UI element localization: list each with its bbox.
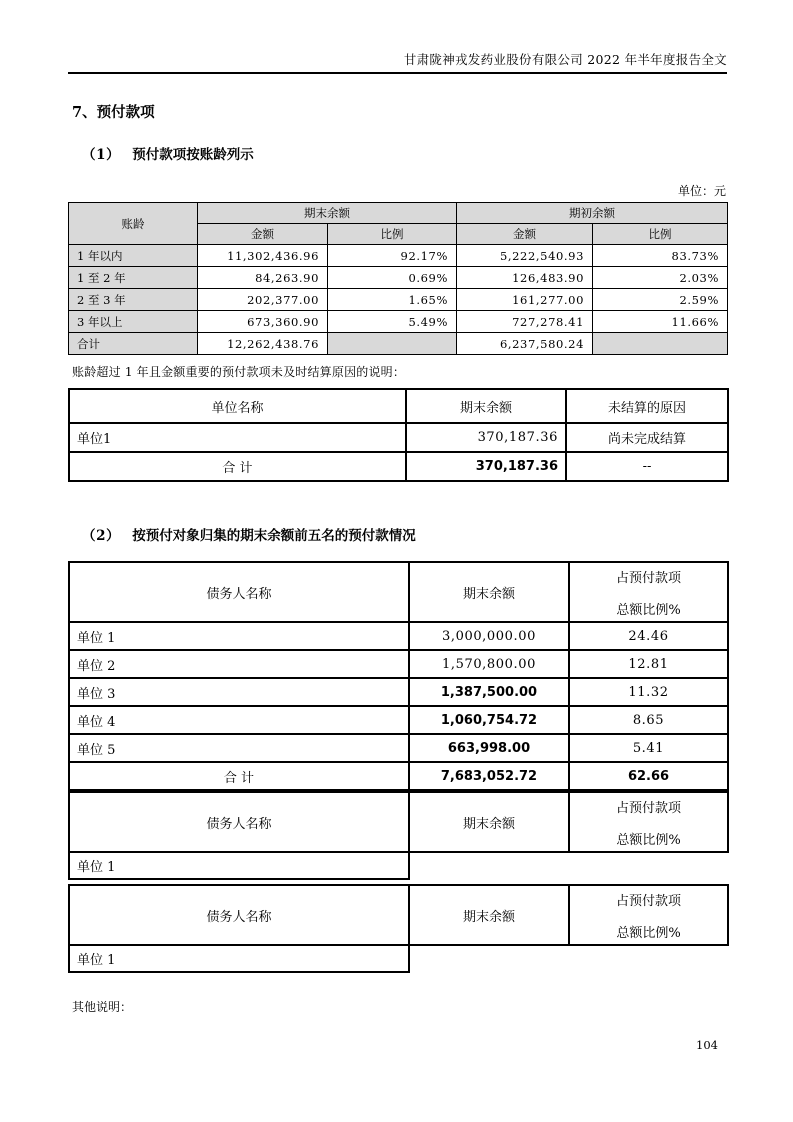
top5-row xyxy=(69,650,728,678)
empty-block-header-row xyxy=(69,792,728,852)
cell-end-ratio: 1.65% xyxy=(328,289,457,311)
aging-header-row-1 xyxy=(69,203,728,224)
top5-col-amount: 期末余额 xyxy=(409,562,569,622)
cell-beg-ratio: 83.73% xyxy=(593,245,728,267)
top5-row xyxy=(69,678,728,706)
top5-table xyxy=(68,561,729,791)
cell-ratio-empty xyxy=(569,945,728,972)
cell-amount: 663,998.00 xyxy=(409,734,569,762)
cell-unit-name: 单位1 xyxy=(69,423,406,452)
top5-col-ratio-line1: 占预付款项 xyxy=(615,893,681,909)
cell-amount: 3,000,000.00 xyxy=(409,622,569,650)
unsettled-total-row xyxy=(69,452,728,481)
section-7-title: 7、预付款项 xyxy=(72,104,155,121)
cell-total-label: 合 计 xyxy=(69,452,406,481)
top5-col-ratio xyxy=(569,885,728,945)
cell-debtor: 单位 5 xyxy=(69,734,409,762)
aging-row xyxy=(69,289,728,311)
cell-beg-amount: 5,222,540.93 xyxy=(457,245,593,267)
top5-col-ratio xyxy=(569,792,728,852)
empty-block-header-row xyxy=(69,885,728,945)
aging-col-beg-amount: 金额 xyxy=(457,224,593,245)
top5-col-ratio-line1: 占预付款项 xyxy=(615,800,681,816)
cell-amount: 1,570,800.00 xyxy=(409,650,569,678)
aging-table xyxy=(68,202,728,355)
cell-reason: 尚未完成结算 xyxy=(566,423,728,452)
top5-col-amount: 期末余额 xyxy=(409,885,569,945)
cell-total-beg-ratio-empty xyxy=(593,333,728,355)
top5-total-row xyxy=(69,762,728,790)
aging-col-end-amount: 金额 xyxy=(198,224,328,245)
cell-age: 1 年以内 xyxy=(69,245,198,267)
cell-age: 3 年以上 xyxy=(69,311,198,333)
unsettled-header-row xyxy=(69,389,728,423)
cell-total-end-ratio-empty xyxy=(328,333,457,355)
document-header-title: 甘肃陇神戎发药业股份有限公司 2022 年半年度报告全文 xyxy=(403,52,727,67)
top5-col-ratio-line2: 总额比例% xyxy=(616,602,681,618)
cell-beg-ratio: 2.03% xyxy=(593,267,728,289)
cell-end-amount: 673,360.90 xyxy=(198,311,328,333)
cell-debtor: 单位 4 xyxy=(69,706,409,734)
cell-debtor: 单位 1 xyxy=(69,945,409,972)
top5-col-ratio-line2: 总额比例% xyxy=(616,925,681,941)
top5-col-debtor: 债务人名称 xyxy=(69,792,409,852)
cell-total-amount: 370,187.36 xyxy=(406,452,566,481)
unsettled-col-amount: 期末余额 xyxy=(406,389,566,423)
cell-amount-empty xyxy=(409,852,569,879)
cell-total-end-amount: 12,262,438.76 xyxy=(198,333,328,355)
cell-amount: 1,387,500.00 xyxy=(409,678,569,706)
cell-ratio: 12.81 xyxy=(569,650,728,678)
cell-age: 1 至 2 年 xyxy=(69,267,198,289)
cell-ratio: 5.41 xyxy=(569,734,728,762)
top5-col-debtor: 债务人名称 xyxy=(69,562,409,622)
unsettled-table xyxy=(68,388,729,482)
top5-col-amount: 期末余额 xyxy=(409,792,569,852)
empty-top5-block-2 xyxy=(68,884,729,973)
cell-amount-empty xyxy=(409,945,569,972)
cell-debtor: 单位 1 xyxy=(69,852,409,879)
top5-col-ratio xyxy=(569,562,728,622)
other-notes-label: 其他说明： xyxy=(72,1000,133,1014)
cell-beg-amount: 727,278.41 xyxy=(457,311,593,333)
page-number: 104 xyxy=(696,1038,718,1052)
subsection-1-heading xyxy=(82,143,727,163)
cell-amount: 370,187.36 xyxy=(406,423,566,452)
cell-end-amount: 202,377.00 xyxy=(198,289,328,311)
aging-col-ending: 期末余额 xyxy=(198,203,457,224)
subsection-2-number: （2） xyxy=(82,528,121,544)
top5-col-ratio-line2: 总额比例% xyxy=(616,832,681,848)
aging-row xyxy=(69,245,728,267)
top5-row xyxy=(69,706,728,734)
aging-col-beg-ratio: 比例 xyxy=(593,224,728,245)
cell-end-amount: 11,302,436.96 xyxy=(198,245,328,267)
cell-beg-amount: 161,277.00 xyxy=(457,289,593,311)
page-content xyxy=(68,0,727,1052)
cell-total-amount: 7,683,052.72 xyxy=(409,762,569,790)
cell-beg-amount: 126,483.90 xyxy=(457,267,593,289)
empty-block-row xyxy=(69,945,728,972)
cell-debtor: 单位 2 xyxy=(69,650,409,678)
cell-debtor: 单位 3 xyxy=(69,678,409,706)
cell-beg-ratio: 11.66% xyxy=(593,311,728,333)
unsettled-col-name: 单位名称 xyxy=(69,389,406,423)
subsection-2-heading xyxy=(82,524,727,544)
aging-col-end-ratio: 比例 xyxy=(328,224,457,245)
cell-end-ratio: 0.69% xyxy=(328,267,457,289)
subsection-1-number: （1） xyxy=(82,147,121,163)
empty-block-row xyxy=(69,852,728,879)
cell-amount: 1,060,754.72 xyxy=(409,706,569,734)
cell-debtor: 单位 1 xyxy=(69,622,409,650)
cell-total-label: 合 计 xyxy=(69,762,409,790)
cell-ratio: 24.46 xyxy=(569,622,728,650)
cell-end-ratio: 92.17% xyxy=(328,245,457,267)
cell-ratio: 11.32 xyxy=(569,678,728,706)
subsection-1-title: 预付款项按账龄列示 xyxy=(132,147,254,163)
aging-col-age: 账龄 xyxy=(69,203,198,245)
empty-top5-block-1 xyxy=(68,791,729,880)
top5-header-row xyxy=(69,562,728,622)
top5-row xyxy=(69,622,728,650)
cell-total-label: 合计 xyxy=(69,333,198,355)
cell-end-amount: 84,263.90 xyxy=(198,267,328,289)
top5-row xyxy=(69,734,728,762)
cell-total-beg-amount: 6,237,580.24 xyxy=(457,333,593,355)
cell-end-ratio: 5.49% xyxy=(328,311,457,333)
cell-ratio: 8.65 xyxy=(569,706,728,734)
unsettled-col-reason: 未结算的原因 xyxy=(566,389,728,423)
aging-row xyxy=(69,311,728,333)
cell-age: 2 至 3 年 xyxy=(69,289,198,311)
subsection-2-title: 按预付对象归集的期末余额前五名的预付款情况 xyxy=(132,528,416,544)
cell-total-ratio: 62.66 xyxy=(569,762,728,790)
cell-total-reason: -- xyxy=(566,452,728,481)
document-header xyxy=(68,0,727,74)
top5-col-debtor: 债务人名称 xyxy=(69,885,409,945)
unit-label: 单位：元 xyxy=(677,184,726,198)
aging-row xyxy=(69,267,728,289)
aging-col-beginning: 期初余额 xyxy=(457,203,728,224)
aging-total-row xyxy=(69,333,728,355)
aging-note: 账龄超过 1 年且金额重要的预付款项未及时结算原因的说明： xyxy=(72,365,406,379)
cell-ratio-empty xyxy=(569,852,728,879)
cell-beg-ratio: 2.59% xyxy=(593,289,728,311)
top5-col-ratio-line1: 占预付款项 xyxy=(615,570,681,586)
unsettled-row xyxy=(69,423,728,452)
